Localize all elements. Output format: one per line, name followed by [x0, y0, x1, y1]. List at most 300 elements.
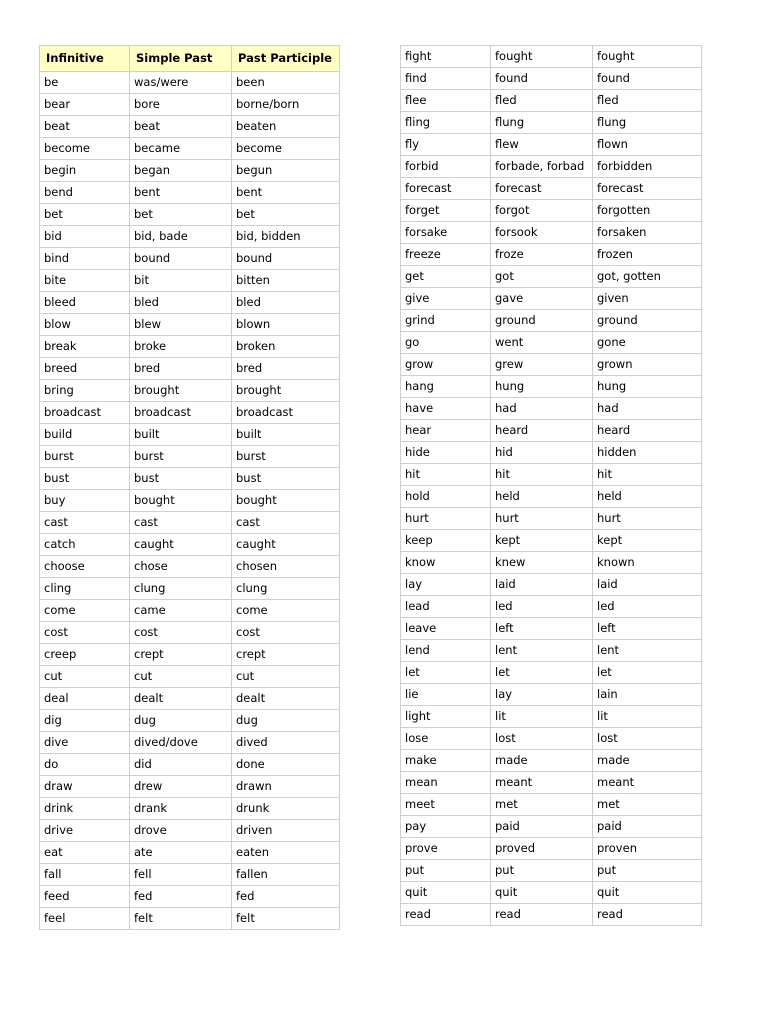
infinitive-cell: flee	[401, 90, 491, 112]
past-participle-cell: read	[593, 904, 702, 926]
past-participle-cell: borne/born	[232, 94, 340, 116]
past-participle-cell: put	[593, 860, 702, 882]
infinitive-cell: buy	[40, 490, 130, 512]
past-participle-cell: known	[593, 552, 702, 574]
past-participle-cell: clung	[232, 578, 340, 600]
past-participle-cell: bled	[232, 292, 340, 314]
simple-past-cell: forbade, forbad	[491, 156, 593, 178]
table-row	[401, 508, 702, 530]
table-row	[401, 398, 702, 420]
simple-past-cell: bred	[130, 358, 232, 380]
simple-past-cell: got	[491, 266, 593, 288]
infinitive-cell: freeze	[401, 244, 491, 266]
simple-past-cell: forecast	[491, 178, 593, 200]
infinitive-cell: cling	[40, 578, 130, 600]
header-simple-past: Simple Past	[130, 46, 232, 72]
simple-past-cell: brought	[130, 380, 232, 402]
table-row	[401, 706, 702, 728]
simple-past-cell: bought	[130, 490, 232, 512]
infinitive-cell: know	[401, 552, 491, 574]
past-participle-cell: burst	[232, 446, 340, 468]
simple-past-cell: cast	[130, 512, 232, 534]
table-row	[401, 288, 702, 310]
table-row	[401, 552, 702, 574]
simple-past-cell: held	[491, 486, 593, 508]
infinitive-cell: forbid	[401, 156, 491, 178]
past-participle-cell: lain	[593, 684, 702, 706]
simple-past-cell: had	[491, 398, 593, 420]
simple-past-cell: forsook	[491, 222, 593, 244]
past-participle-cell: found	[593, 68, 702, 90]
past-participle-cell: hit	[593, 464, 702, 486]
past-participle-cell: caught	[232, 534, 340, 556]
simple-past-cell: blew	[130, 314, 232, 336]
past-participle-cell: fed	[232, 886, 340, 908]
infinitive-cell: grind	[401, 310, 491, 332]
table-row	[40, 644, 340, 666]
simple-past-cell: met	[491, 794, 593, 816]
table-row	[40, 248, 340, 270]
simple-past-cell: lit	[491, 706, 593, 728]
table-row	[401, 178, 702, 200]
table-row	[40, 578, 340, 600]
table-row	[401, 112, 702, 134]
simple-past-cell: quit	[491, 882, 593, 904]
past-participle-cell: been	[232, 72, 340, 94]
table-row	[401, 266, 702, 288]
infinitive-cell: mean	[401, 772, 491, 794]
simple-past-cell: bound	[130, 248, 232, 270]
simple-past-cell: put	[491, 860, 593, 882]
infinitive-cell: draw	[40, 776, 130, 798]
past-participle-cell: fought	[593, 46, 702, 68]
simple-past-cell: ground	[491, 310, 593, 332]
past-participle-cell: let	[593, 662, 702, 684]
simple-past-cell: caught	[130, 534, 232, 556]
past-participle-cell: quit	[593, 882, 702, 904]
table-row	[401, 354, 702, 376]
table-row	[401, 134, 702, 156]
simple-past-cell: bled	[130, 292, 232, 314]
past-participle-cell: fled	[593, 90, 702, 112]
past-participle-cell: given	[593, 288, 702, 310]
simple-past-cell: cost	[130, 622, 232, 644]
simple-past-cell: broke	[130, 336, 232, 358]
table-row	[40, 842, 340, 864]
table-row	[40, 886, 340, 908]
infinitive-cell: burst	[40, 446, 130, 468]
infinitive-cell: leave	[401, 618, 491, 640]
past-participle-cell: bet	[232, 204, 340, 226]
simple-past-cell: chose	[130, 556, 232, 578]
infinitive-cell: bind	[40, 248, 130, 270]
infinitive-cell: feel	[40, 908, 130, 930]
simple-past-cell: fled	[491, 90, 593, 112]
table-row	[40, 622, 340, 644]
simple-past-cell: hit	[491, 464, 593, 486]
past-participle-cell: bought	[232, 490, 340, 512]
table-row	[401, 442, 702, 464]
infinitive-cell: cut	[40, 666, 130, 688]
table-row	[401, 772, 702, 794]
past-participle-cell: bent	[232, 182, 340, 204]
table-row	[40, 358, 340, 380]
simple-past-cell: drove	[130, 820, 232, 842]
infinitive-cell: catch	[40, 534, 130, 556]
infinitive-cell: be	[40, 72, 130, 94]
simple-past-cell: went	[491, 332, 593, 354]
table-row	[40, 732, 340, 754]
past-participle-cell: heard	[593, 420, 702, 442]
simple-past-cell: lent	[491, 640, 593, 662]
past-participle-cell: cut	[232, 666, 340, 688]
past-participle-cell: dealt	[232, 688, 340, 710]
simple-past-cell: proved	[491, 838, 593, 860]
past-participle-cell: led	[593, 596, 702, 618]
infinitive-cell: forsake	[401, 222, 491, 244]
infinitive-cell: hurt	[401, 508, 491, 530]
table-row	[401, 156, 702, 178]
simple-past-cell: gave	[491, 288, 593, 310]
irregular-verbs-table-right	[400, 45, 702, 926]
table-row	[401, 420, 702, 442]
past-participle-cell: hurt	[593, 508, 702, 530]
table-row	[40, 776, 340, 798]
table-row	[40, 226, 340, 248]
table-row	[40, 798, 340, 820]
past-participle-cell: lit	[593, 706, 702, 728]
past-participle-cell: dug	[232, 710, 340, 732]
past-participle-cell: flung	[593, 112, 702, 134]
simple-past-cell: drew	[130, 776, 232, 798]
infinitive-cell: forecast	[401, 178, 491, 200]
infinitive-cell: find	[401, 68, 491, 90]
table-row	[40, 490, 340, 512]
infinitive-cell: lead	[401, 596, 491, 618]
simple-past-cell: beat	[130, 116, 232, 138]
table-row	[40, 754, 340, 776]
table-body-left	[40, 72, 340, 930]
table-row	[40, 556, 340, 578]
infinitive-cell: fly	[401, 134, 491, 156]
simple-past-cell: bet	[130, 204, 232, 226]
infinitive-cell: go	[401, 332, 491, 354]
simple-past-cell: forgot	[491, 200, 593, 222]
table-row	[401, 574, 702, 596]
simple-past-cell: lost	[491, 728, 593, 750]
simple-past-cell: led	[491, 596, 593, 618]
table-row	[40, 666, 340, 688]
infinitive-cell: build	[40, 424, 130, 446]
infinitive-cell: hear	[401, 420, 491, 442]
table-row	[40, 314, 340, 336]
simple-past-cell: cut	[130, 666, 232, 688]
past-participle-cell: bid, bidden	[232, 226, 340, 248]
header-row	[40, 46, 340, 72]
past-participle-cell: begun	[232, 160, 340, 182]
table-row	[401, 46, 702, 68]
infinitive-cell: give	[401, 288, 491, 310]
infinitive-cell: fling	[401, 112, 491, 134]
infinitive-cell: have	[401, 398, 491, 420]
infinitive-cell: keep	[401, 530, 491, 552]
table-row	[40, 710, 340, 732]
past-participle-cell: lent	[593, 640, 702, 662]
infinitive-cell: bet	[40, 204, 130, 226]
simple-past-cell: hid	[491, 442, 593, 464]
infinitive-cell: hide	[401, 442, 491, 464]
header-past-participle: Past Participle	[232, 46, 340, 72]
infinitive-cell: deal	[40, 688, 130, 710]
simple-past-cell: burst	[130, 446, 232, 468]
simple-past-cell: came	[130, 600, 232, 622]
infinitive-cell: make	[401, 750, 491, 772]
irregular-verbs-table-left	[39, 45, 340, 930]
table-row	[401, 222, 702, 244]
infinitive-cell: fall	[40, 864, 130, 886]
table-row	[401, 640, 702, 662]
past-participle-cell: blown	[232, 314, 340, 336]
infinitive-cell: breed	[40, 358, 130, 380]
infinitive-cell: read	[401, 904, 491, 926]
infinitive-cell: let	[401, 662, 491, 684]
infinitive-cell: pay	[401, 816, 491, 838]
past-participle-cell: drawn	[232, 776, 340, 798]
infinitive-cell: hit	[401, 464, 491, 486]
infinitive-cell: eat	[40, 842, 130, 864]
simple-past-cell: hung	[491, 376, 593, 398]
infinitive-cell: become	[40, 138, 130, 160]
simple-past-cell: laid	[491, 574, 593, 596]
past-participle-cell: frozen	[593, 244, 702, 266]
simple-past-cell: felt	[130, 908, 232, 930]
infinitive-cell: meet	[401, 794, 491, 816]
table-row	[40, 512, 340, 534]
table-row	[40, 864, 340, 886]
infinitive-cell: lie	[401, 684, 491, 706]
infinitive-cell: quit	[401, 882, 491, 904]
infinitive-cell: bust	[40, 468, 130, 490]
simple-past-cell: dived/dove	[130, 732, 232, 754]
past-participle-cell: beaten	[232, 116, 340, 138]
past-participle-cell: laid	[593, 574, 702, 596]
past-participle-cell: felt	[232, 908, 340, 930]
simple-past-cell: hurt	[491, 508, 593, 530]
past-participle-cell: made	[593, 750, 702, 772]
infinitive-cell: dig	[40, 710, 130, 732]
past-participle-cell: driven	[232, 820, 340, 842]
simple-past-cell: clung	[130, 578, 232, 600]
infinitive-cell: bend	[40, 182, 130, 204]
table-row	[40, 402, 340, 424]
simple-past-cell: read	[491, 904, 593, 926]
table-row	[40, 204, 340, 226]
past-participle-cell: bitten	[232, 270, 340, 292]
table-row	[401, 618, 702, 640]
infinitive-cell: prove	[401, 838, 491, 860]
table-body-right	[401, 46, 702, 926]
table-row	[401, 68, 702, 90]
past-participle-cell: kept	[593, 530, 702, 552]
simple-past-cell: bid, bade	[130, 226, 232, 248]
simple-past-cell: fought	[491, 46, 593, 68]
infinitive-cell: forget	[401, 200, 491, 222]
past-participle-cell: hidden	[593, 442, 702, 464]
infinitive-cell: grow	[401, 354, 491, 376]
past-participle-cell: gone	[593, 332, 702, 354]
past-participle-cell: met	[593, 794, 702, 816]
table-row	[401, 750, 702, 772]
simple-past-cell: broadcast	[130, 402, 232, 424]
simple-past-cell: became	[130, 138, 232, 160]
past-participle-cell: flown	[593, 134, 702, 156]
infinitive-cell: cost	[40, 622, 130, 644]
past-participle-cell: left	[593, 618, 702, 640]
table-row	[40, 138, 340, 160]
simple-past-cell: built	[130, 424, 232, 446]
table-row	[40, 446, 340, 468]
table-row	[40, 292, 340, 314]
table-row	[401, 90, 702, 112]
past-participle-cell: fallen	[232, 864, 340, 886]
simple-past-cell: crept	[130, 644, 232, 666]
simple-past-cell: grew	[491, 354, 593, 376]
simple-past-cell: bust	[130, 468, 232, 490]
table-row	[40, 270, 340, 292]
past-participle-cell: done	[232, 754, 340, 776]
infinitive-cell: break	[40, 336, 130, 358]
table-row	[401, 376, 702, 398]
infinitive-cell: put	[401, 860, 491, 882]
past-participle-cell: brought	[232, 380, 340, 402]
past-participle-cell: cost	[232, 622, 340, 644]
past-participle-cell: held	[593, 486, 702, 508]
simple-past-cell: froze	[491, 244, 593, 266]
infinitive-cell: fight	[401, 46, 491, 68]
past-participle-cell: drunk	[232, 798, 340, 820]
simple-past-cell: made	[491, 750, 593, 772]
past-participle-cell: lost	[593, 728, 702, 750]
simple-past-cell: kept	[491, 530, 593, 552]
infinitive-cell: do	[40, 754, 130, 776]
infinitive-cell: cast	[40, 512, 130, 534]
simple-past-cell: heard	[491, 420, 593, 442]
simple-past-cell: dealt	[130, 688, 232, 710]
table-row	[401, 816, 702, 838]
simple-past-cell: drank	[130, 798, 232, 820]
table-row	[40, 116, 340, 138]
table-row	[40, 468, 340, 490]
infinitive-cell: bear	[40, 94, 130, 116]
past-participle-cell: crept	[232, 644, 340, 666]
table-row	[401, 530, 702, 552]
simple-past-cell: meant	[491, 772, 593, 794]
past-participle-cell: proven	[593, 838, 702, 860]
table-row	[401, 904, 702, 926]
simple-past-cell: ate	[130, 842, 232, 864]
simple-past-cell: did	[130, 754, 232, 776]
simple-past-cell: bent	[130, 182, 232, 204]
past-participle-cell: built	[232, 424, 340, 446]
infinitive-cell: bleed	[40, 292, 130, 314]
past-participle-cell: meant	[593, 772, 702, 794]
simple-past-cell: fed	[130, 886, 232, 908]
past-participle-cell: forsaken	[593, 222, 702, 244]
past-participle-cell: cast	[232, 512, 340, 534]
table-row	[40, 72, 340, 94]
simple-past-cell: paid	[491, 816, 593, 838]
infinitive-cell: lend	[401, 640, 491, 662]
infinitive-cell: blow	[40, 314, 130, 336]
simple-past-cell: lay	[491, 684, 593, 706]
table-row	[40, 908, 340, 930]
past-participle-cell: forgotten	[593, 200, 702, 222]
infinitive-cell: beat	[40, 116, 130, 138]
header-infinitive: Infinitive	[40, 46, 130, 72]
past-participle-cell: come	[232, 600, 340, 622]
past-participle-cell: bound	[232, 248, 340, 270]
infinitive-cell: dive	[40, 732, 130, 754]
past-participle-cell: had	[593, 398, 702, 420]
table-row	[401, 596, 702, 618]
table-row	[40, 600, 340, 622]
past-participle-cell: got, gotten	[593, 266, 702, 288]
table-row	[40, 820, 340, 842]
infinitive-cell: begin	[40, 160, 130, 182]
simple-past-cell: bore	[130, 94, 232, 116]
infinitive-cell: lay	[401, 574, 491, 596]
infinitive-cell: bring	[40, 380, 130, 402]
simple-past-cell: dug	[130, 710, 232, 732]
table-row	[40, 94, 340, 116]
infinitive-cell: lose	[401, 728, 491, 750]
infinitive-cell: drink	[40, 798, 130, 820]
table-row	[40, 424, 340, 446]
past-participle-cell: bred	[232, 358, 340, 380]
infinitive-cell: drive	[40, 820, 130, 842]
past-participle-cell: forecast	[593, 178, 702, 200]
table-row	[40, 688, 340, 710]
table-row	[401, 684, 702, 706]
table-row	[401, 244, 702, 266]
table-row	[401, 860, 702, 882]
infinitive-cell: light	[401, 706, 491, 728]
simple-past-cell: left	[491, 618, 593, 640]
past-participle-cell: chosen	[232, 556, 340, 578]
table-row	[40, 182, 340, 204]
past-participle-cell: eaten	[232, 842, 340, 864]
table-row	[401, 332, 702, 354]
infinitive-cell: bite	[40, 270, 130, 292]
table-row	[401, 838, 702, 860]
infinitive-cell: hold	[401, 486, 491, 508]
past-participle-cell: bust	[232, 468, 340, 490]
simple-past-cell: flung	[491, 112, 593, 134]
infinitive-cell: come	[40, 600, 130, 622]
infinitive-cell: broadcast	[40, 402, 130, 424]
table-row	[40, 380, 340, 402]
table-row	[401, 200, 702, 222]
simple-past-cell: found	[491, 68, 593, 90]
past-participle-cell: forbidden	[593, 156, 702, 178]
simple-past-cell: fell	[130, 864, 232, 886]
table-row	[40, 336, 340, 358]
table-row	[40, 534, 340, 556]
table-row	[401, 662, 702, 684]
table-row	[401, 794, 702, 816]
table-row	[401, 728, 702, 750]
simple-past-cell: began	[130, 160, 232, 182]
